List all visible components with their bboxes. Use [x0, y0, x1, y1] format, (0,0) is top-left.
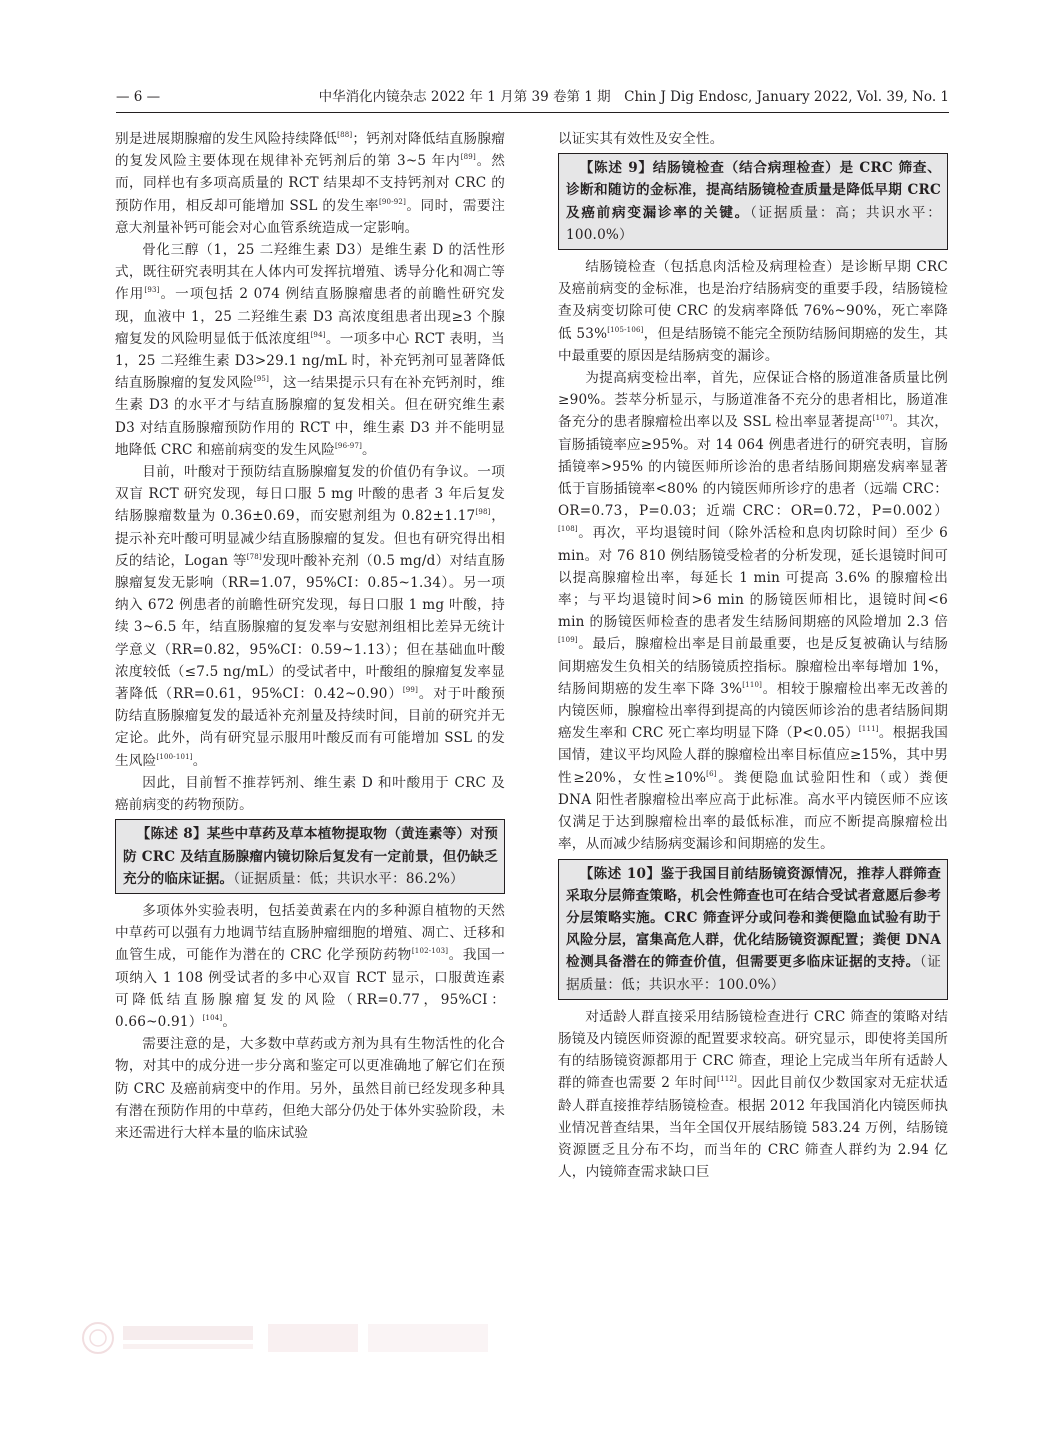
paragraph: 骨化三醇（1，25 二羟维生素 D3）是维生素 D 的活性形式，既往研究表明其在人体内可发挥抗增殖、诱导分化和凋亡等作用[93]。一项包括 2 074 例结直肠腺瘤患者的前瞻性研究发现，血液中 1，25 二羟维生素 D3 高浓度组患者出现≥3 个腺瘤复发的风险明显低于低浓度组[94]。一项多中心 RCT 表明，当 1，25 二羟维生素 D3>29.1 ng/mL 时，补充钙剂可显著降低结直肠腺瘤的复发风险[95]，这一结果提示只有在补充钙剂时，维生素 D3 的水平才与结直肠腺瘤的复发相关。但在研究维生素 D3 对结直肠腺瘤预防作用的 RCT 中，维生素 D3 并不能明显地降低 CRC 和癌前病变的发生风险[96-97]。: [115, 242, 505, 458]
citation: [108]: [558, 525, 578, 534]
citation: [107]: [872, 414, 893, 423]
paragraph: 对适龄人群直接采用结肠镜检查进行 CRC 筛查的策略对结肠镜及内镜医师资源的配置要求较高。研究显示，即使将美国所有的结肠镜资源都用于 CRC 筛查，理论上完成当年所有适龄人群的筛查也需要 2 年时间[112]。因此目前仅少数国家对无症状适龄人群直接推荐结肠镜检查。根据 2012 年我国消化内镜医师执业情况普查结果，当年全国仅开展结肠镜 583.24 万例，结肠镜资源匮乏且分布不均，而当年的 CRC 筛查人群约为 2.94 亿人，内镜筛查需求缺口巨: [558, 1008, 949, 1181]
paragraph: 别是进展期腺瘤的发生风险持续降低[88]；钙剂对降低结直肠腺瘤的复发风险主要体现在规律补充钙剂后的第 3~5 年内[89]。然而，同样也有多项高质量的 RCT 结果却不支持钙剂对 CRC 的预防作用，相反却可能增加 SSL 的发生率[90-92]。同时，需要注意大剂量补钙可能会对心血管系统造成一定影响。: [115, 131, 506, 236]
statement-10-box: 【陈述 10】鉴于我国目前结肠镜资源情况，推荐人群筛查采取分层筛查策略，机会性筛查也可在结合受试者意愿后参考分层策略实施。CRC 筛查评分或问卷和粪便隐血试验有助于风险分层，富集高危人群，优化结肠镜资源配置；粪便 DNA 检测具备潜在的筛查价值，但需要更多临床证据的支持。（证据质量：低；共识水平：100.0%）: [558, 859, 948, 1000]
statement-10-title: 【陈述 10】鉴于我国目前结肠镜资源情况，推荐人群筛查采取分层筛查策略，机会性筛查也可在结合受试者意愿后参考分层策略实施。CRC 筛查评分或问卷和粪便隐血试验有助于风险分层，富集高危人群，优化结肠镜资源配置；粪便 DNA 检测具备潜在的筛查价值，但需要更多临床证据的支持。: [566, 865, 941, 971]
citation: [89]: [460, 153, 476, 162]
publisher-watermark: [78, 1318, 498, 1358]
citation: [100-101]: [156, 752, 193, 761]
paragraph: 目前，叶酸对于预防结直肠腺瘤复发的价值仍有争议。一项双盲 RCT 研究发现，每日口服 5 mg 叶酸的患者 3 年后复发结肠腺瘤数量为 0.36±0.69，而安慰剂组为 0.82±1.17[98]，提示补充叶酸可明显减少结直肠腺瘤的复发。但也有研究得出相反的结论，Logan 等[78]发现叶酸补充剂（0.5 mg/d）对结直肠腺瘤复发无影响（RR=1.07，95%CI：0.85~1.34）。另一项纳入 672 例患者的前瞻性研究发现，每日口服 1 mg 叶酸，持续 3~6.5 年，结直肠腺瘤的复发率与安慰剂组相比差异无统计学意义（RR=0.82，95%CI：0.59~1.13）；但在基础血叶酸浓度较低（≤7.5 ng/mL）的受试者中，叶酸组的腺瘤复发率显著降低（RR=0.61，95%CI：0.42~0.90）[99]。对于叶酸预防结直肠腺瘤复发的最适补充剂量及持续时间，目前的研究并无定论。此外，尚有研究显示服用叶酸反而有可能增加 SSL 的发生风险[100-101]。: [115, 464, 506, 769]
citation: [78]: [246, 552, 262, 561]
statement-9-title: 【陈述 9】结肠镜检查（结合病理检查）是 CRC 筛查、诊断和随访的金标准，提高结肠镜检查质量是降低早期 CRC 及癌前病变漏诊率的关键。: [566, 160, 941, 221]
citation: [93]: [144, 286, 160, 295]
citation: [6]: [706, 769, 717, 778]
right-column: [558, 128, 948, 1183]
paragraph: 结肠镜检查（包括息肉活检及病理检查）是诊断早期 CRC 及癌前病变的金标准，也是治疗结肠病变的重要手段，结肠镜检查及病变切除可使 CRC 的发病率降低 76%~90%，死亡率降低 53%[105-106]，但是结肠镜不能完全预防结肠间期癌的发生，其中最重要的原因是结肠病变的漏诊。: [558, 259, 948, 364]
citation: [105-106]: [607, 325, 644, 334]
citation: [94]: [310, 330, 326, 339]
citation: [99]: [402, 686, 419, 695]
citation: [95]: [253, 375, 269, 384]
paragraph: 多项体外实验表明，包括姜黄素在内的多种源自植物的天然中草药可以强有力地调节结直肠肿瘤细胞的增殖、凋亡、迁移和血管生成，可能作为潜在的 CRC 化学预防药物[102-103]。我国一项纳入 1 108 例受试者的多中心双盲 RCT 显示，口服黄连素可降低结直肠腺瘤复发的风险（RR=0.77，95%CI：0.66~0.91）[104]。: [115, 902, 505, 1030]
citation: [104]: [202, 1013, 223, 1022]
citation: [98]: [475, 508, 491, 517]
citation: [109]: [558, 636, 578, 645]
logo-seal-icon: [83, 1323, 113, 1353]
page-number: — 6 —: [116, 89, 161, 105]
citation: [111]: [858, 725, 879, 734]
statement-8-box: 【陈述 8】某些中草药及草本植物提取物（黄连素等）对预防 CRC 及结直肠腺瘤内镜切除后复发有一定前景，但仍缺乏充分的临床证据。（证据质量：低；共识水平：86.2%）: [115, 819, 505, 894]
citation: [90-92]: [378, 197, 407, 206]
citation: [88]: [337, 131, 353, 139]
paragraph: 以证实其有效性及安全性。: [558, 131, 724, 147]
paragraph: 为提高病变检出率，首先，应保证合格的肠道准备质量比例≥90%。荟萃分析显示，与肠道准备不充分的患者相比，肠道准备充分的患者腺瘤检出率以及 SSL 检出率显著提高[107]。其次，盲肠插镜率应≥95%。对 14 064 例患者进行的研究表明，盲肠插镜率>95% 的内镜医师所诊治的患者结肠间期癌发病率显著低于盲肠插镜率<80% 的内镜医师所诊疗的患者（远端 CRC：OR=0.73，P=0.03；近端 CRC：OR=0.72，P=0.002）[108]。再次，平均退镜时间（除外活检和息肉切除时间）至少 6 min。对 76 810 例结肠镜受检者的分析发现，延长退镜时间可以提高腺瘤检出率，每延长 1 min 可提高 3.6% 的腺瘤检出率；与平均退镜时间>6 min 的肠镜医师相比，退镜时间<6 min 的肠镜医师检查的患者发生结肠间期癌的风险增加 2.3 倍[109]。最后，腺瘤检出率是目前最重要，也是反复被确认与结肠间期癌发生负相关的结肠镜质控指标。腺瘤检出率每增加 1%，结肠间期癌的发生率下降 3%[110]。相较于腺瘤检出率无改善的内镜医师，腺瘤检出率得到提高的内镜医师诊治的患者结肠间期癌发生率和 CRC 死亡率均明显下降（P<0.05）[111]。根据我国国情，建议平均风险人群的腺瘤检出率目标值应≥15%，其中男性≥20%，女性≥10%[6]。粪便隐血试验阳性和（或）粪便 DNA 阳性者腺瘤检出率应高于此标准。高水平内镜医师不应该仅满足于达到腺瘤检出率的最低标准，而应不断提高腺瘤检出率，从而减少结肠病变漏诊和间期癌的发生。: [558, 370, 949, 853]
paragraph: 需要注意的是，大多数中草药或方剂为具有生物活性的化合物，对其中的成分进一步分离和鉴定可以更准确地了解它们在预防 CRC 及癌前病变中的作用。另外，虽然目前已经发现多种具有潜在预防作用的中草药，但绝大部分仍处于体外实验阶段，未来还需进行大样本量的临床试验: [115, 1036, 505, 1141]
journal-citation: 中华消化内镜杂志 2022 年 1 月第 39 卷第 1 期 Chin J Dig Endosc, January 2022, Vol. 39, No. 1: [318, 89, 949, 105]
statement-9-box: 【陈述 9】结肠镜检查（结合病理检查）是 CRC 筛查、诊断和随访的金标准，提高结肠镜检查质量是降低早期 CRC 及癌前病变漏诊率的关键。（证据质量：高；共识水平：100.0%）: [558, 153, 948, 250]
citation: [96-97]: [335, 441, 363, 450]
citation: [112]: [717, 1075, 737, 1084]
citation: [102-103]: [411, 947, 449, 956]
left-column: [115, 128, 505, 1144]
paragraph: 因此，目前暂不推荐钙剂、维生素 D 和叶酸用于 CRC 及癌前病变的药物预防。: [115, 774, 505, 814]
statement-8-title: 【陈述 8】某些中草药及草本植物提取物（黄连素等）对预防 CRC 及结直肠腺瘤内镜切除后复发有一定前景，但仍缺乏充分的临床证据。: [123, 826, 498, 887]
citation: [110]: [742, 680, 763, 689]
running-header: [116, 86, 949, 113]
